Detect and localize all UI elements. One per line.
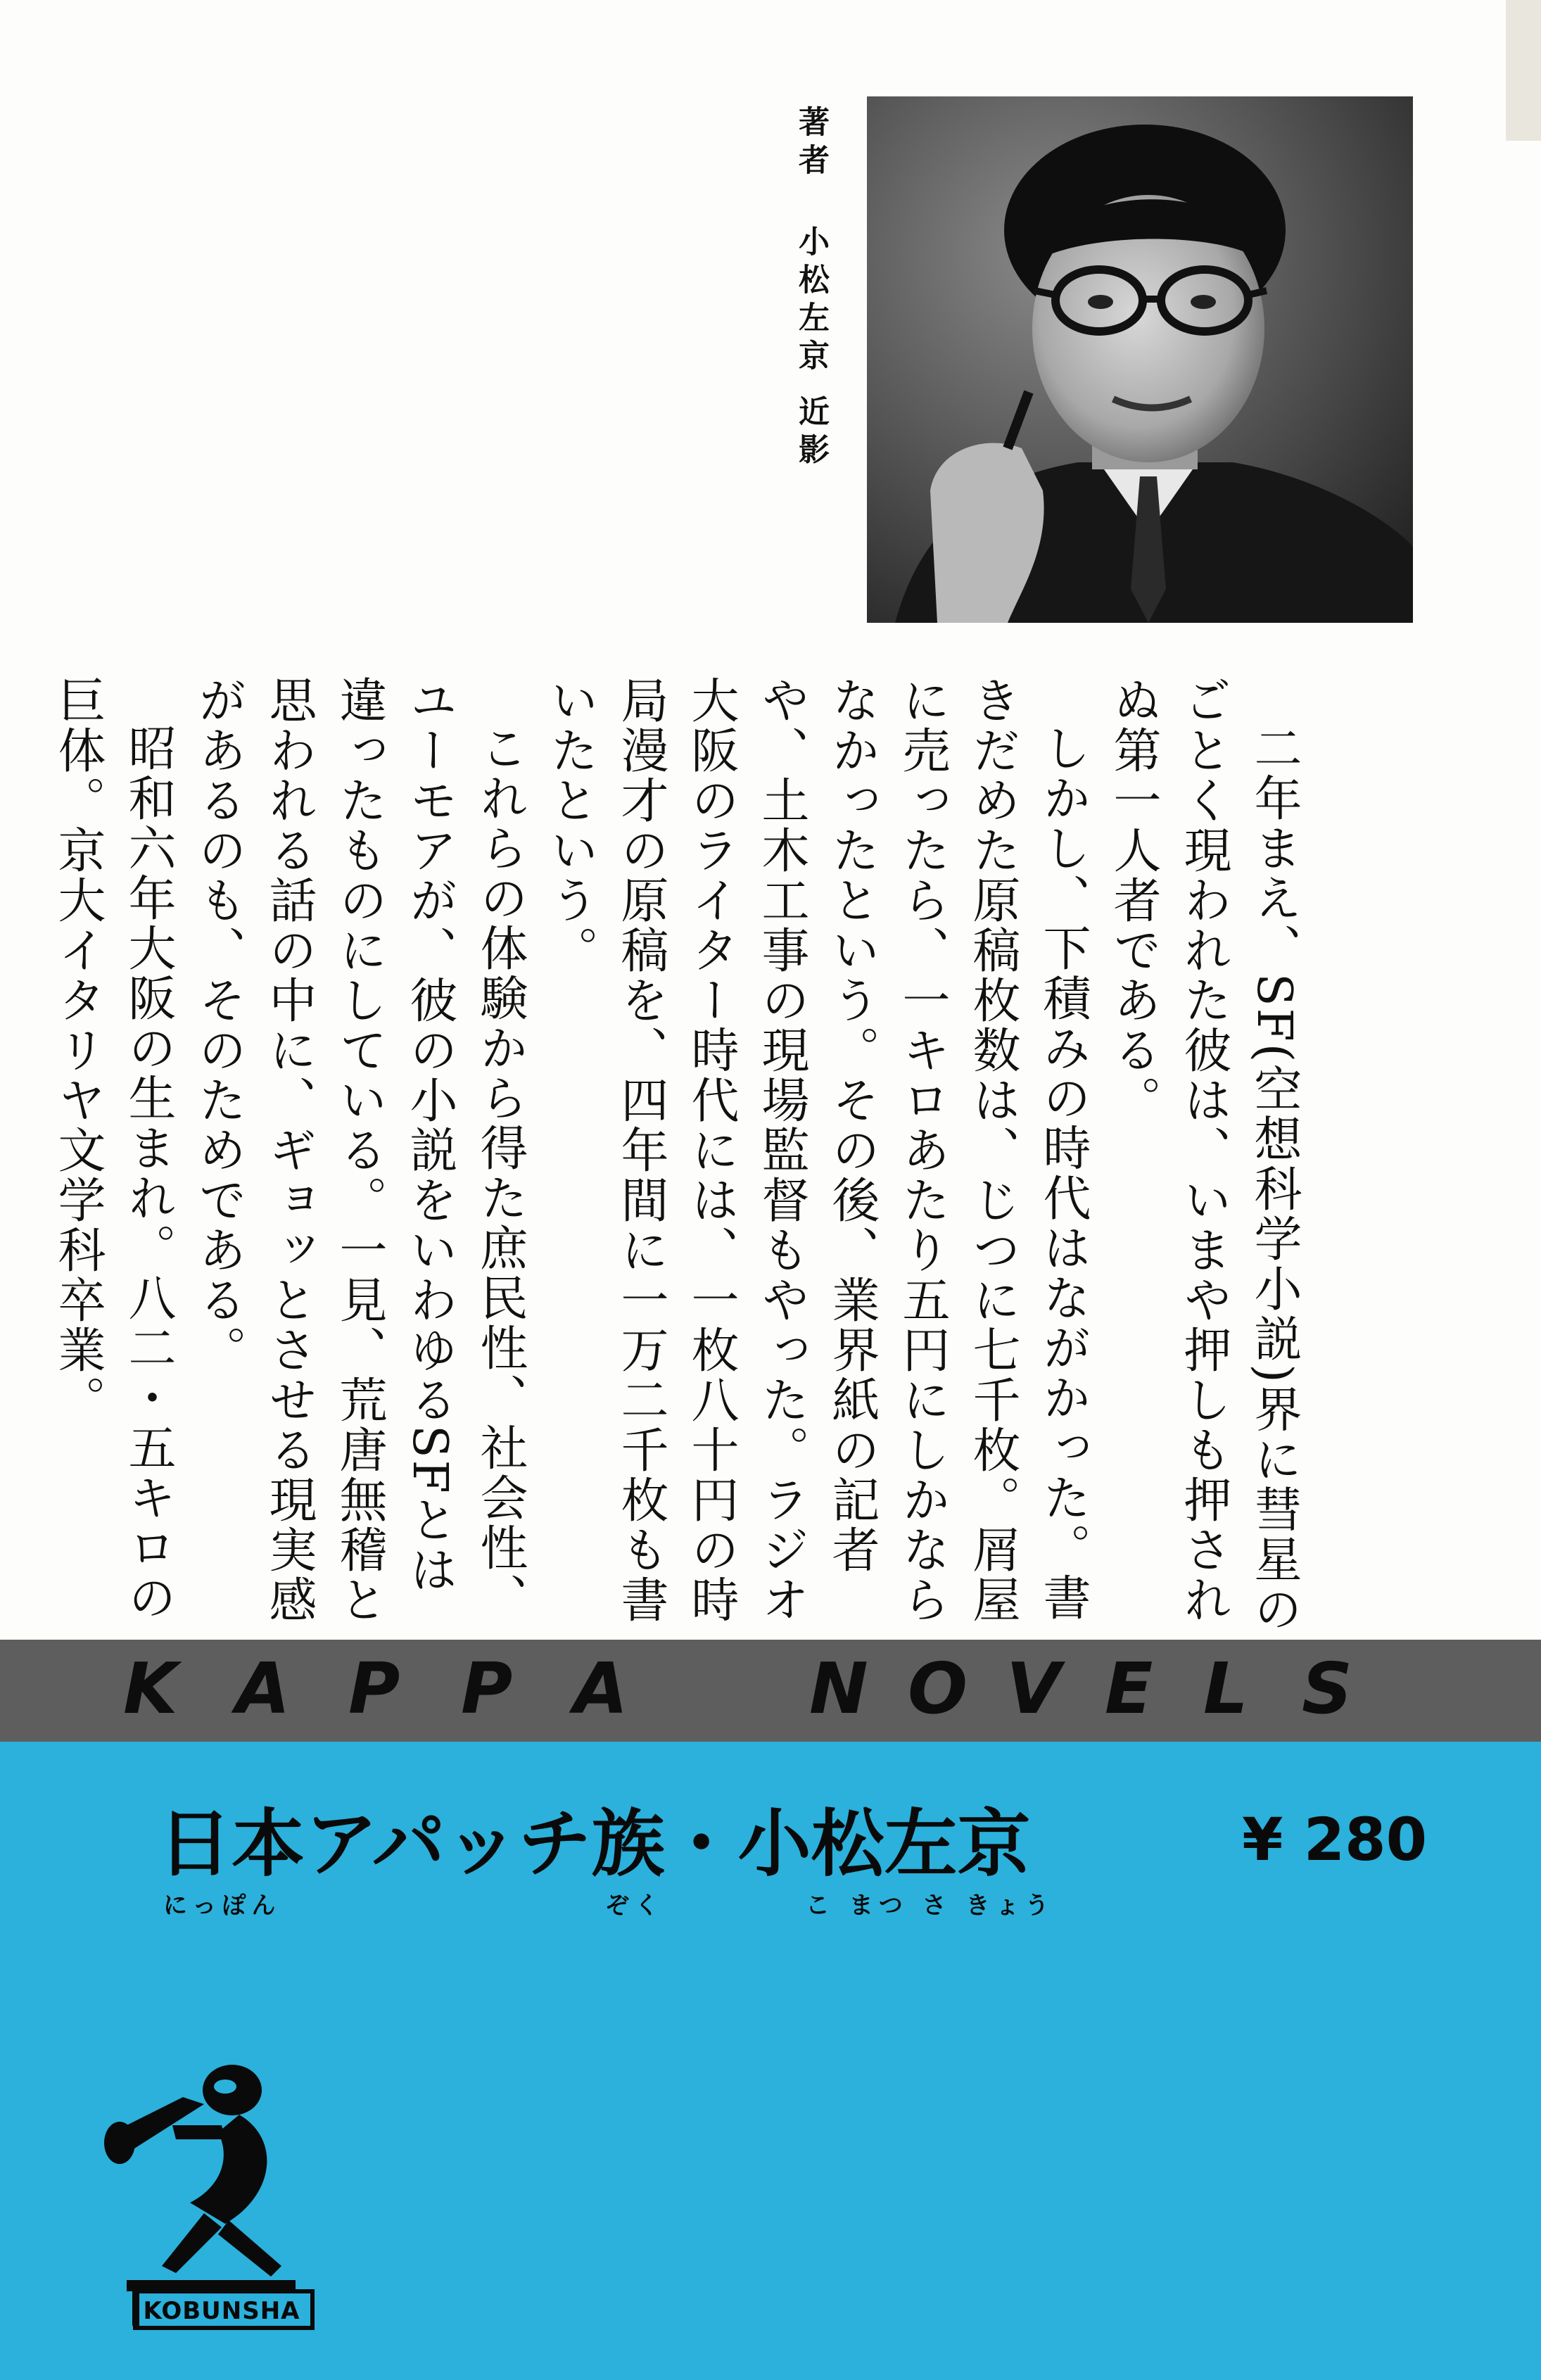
book-title-author: 日本アパッチ族・小松左京 — [158, 1801, 1031, 1887]
series-letter: L — [1203, 1647, 1248, 1730]
author-portrait-photo — [867, 96, 1413, 623]
ruby-author: こ まつ さ きょう — [806, 1892, 1055, 1920]
series-word-novels — [809, 1647, 1400, 1731]
author-biography — [50, 676, 1309, 1640]
author-portrait-icon — [867, 96, 1413, 623]
bio-paragraph-2: しかし、下積みの時代はながかった。書きだめた原稿枚数は、じつに七千枚。屑屋に売ったら、一キロあたり五円にしかならなかったという。その後、業界紙の記者や、土木工事の現場監督もやった。ラジオ大阪のライター時代には、一枚八十円の時局漫才の原稿を、四年間に一万二千枚も書いたという。 — [543, 676, 1091, 1625]
series-letter: P — [348, 1647, 400, 1730]
worn-corner — [1506, 0, 1541, 141]
series-letter: A — [236, 1647, 291, 1730]
series-word-kappa — [123, 1647, 686, 1731]
ruby-zoku: ぞく — [605, 1892, 664, 1920]
series-letter: N — [809, 1647, 868, 1730]
series-letter: P — [461, 1647, 513, 1730]
price-label: ¥ 280 — [1242, 1805, 1428, 1874]
bio-paragraph-4: 昭和六年大阪の生まれ。八二・五キロの巨体。京大イタリヤ文学科卒業。 — [50, 676, 176, 1623]
bio-paragraph-3: これらの体験から得た庶民性、社会性、ユーモアが、彼の小説をいわゆるSFとは違ったものにしている。一見、荒唐無稽と思われる話の中に、ギョッとさせる現実感があるのも、そのためである。 — [191, 676, 528, 1625]
publisher-name: KOBUNSHA — [143, 2297, 300, 2325]
series-letter: E — [1105, 1647, 1153, 1730]
series-letter: S — [1302, 1647, 1353, 1730]
bio-paragraph-1: 二年まえ、SF(空想科学小説)界に彗星のごとく現われた彼は、いまや押しも押されぬ第一人者である。 — [1105, 676, 1302, 1635]
series-letter: O — [908, 1647, 968, 1730]
kappa-logo-icon — [99, 2055, 324, 2329]
series-letter: K — [123, 1647, 178, 1730]
series-letter: V — [1006, 1647, 1061, 1730]
series-letter: A — [573, 1647, 628, 1730]
caption-author-name: 小松左京 近影 — [793, 225, 829, 471]
caption-author-label: 著者 — [793, 106, 829, 182]
ruby-nippon: にっぽん — [163, 1892, 281, 1920]
